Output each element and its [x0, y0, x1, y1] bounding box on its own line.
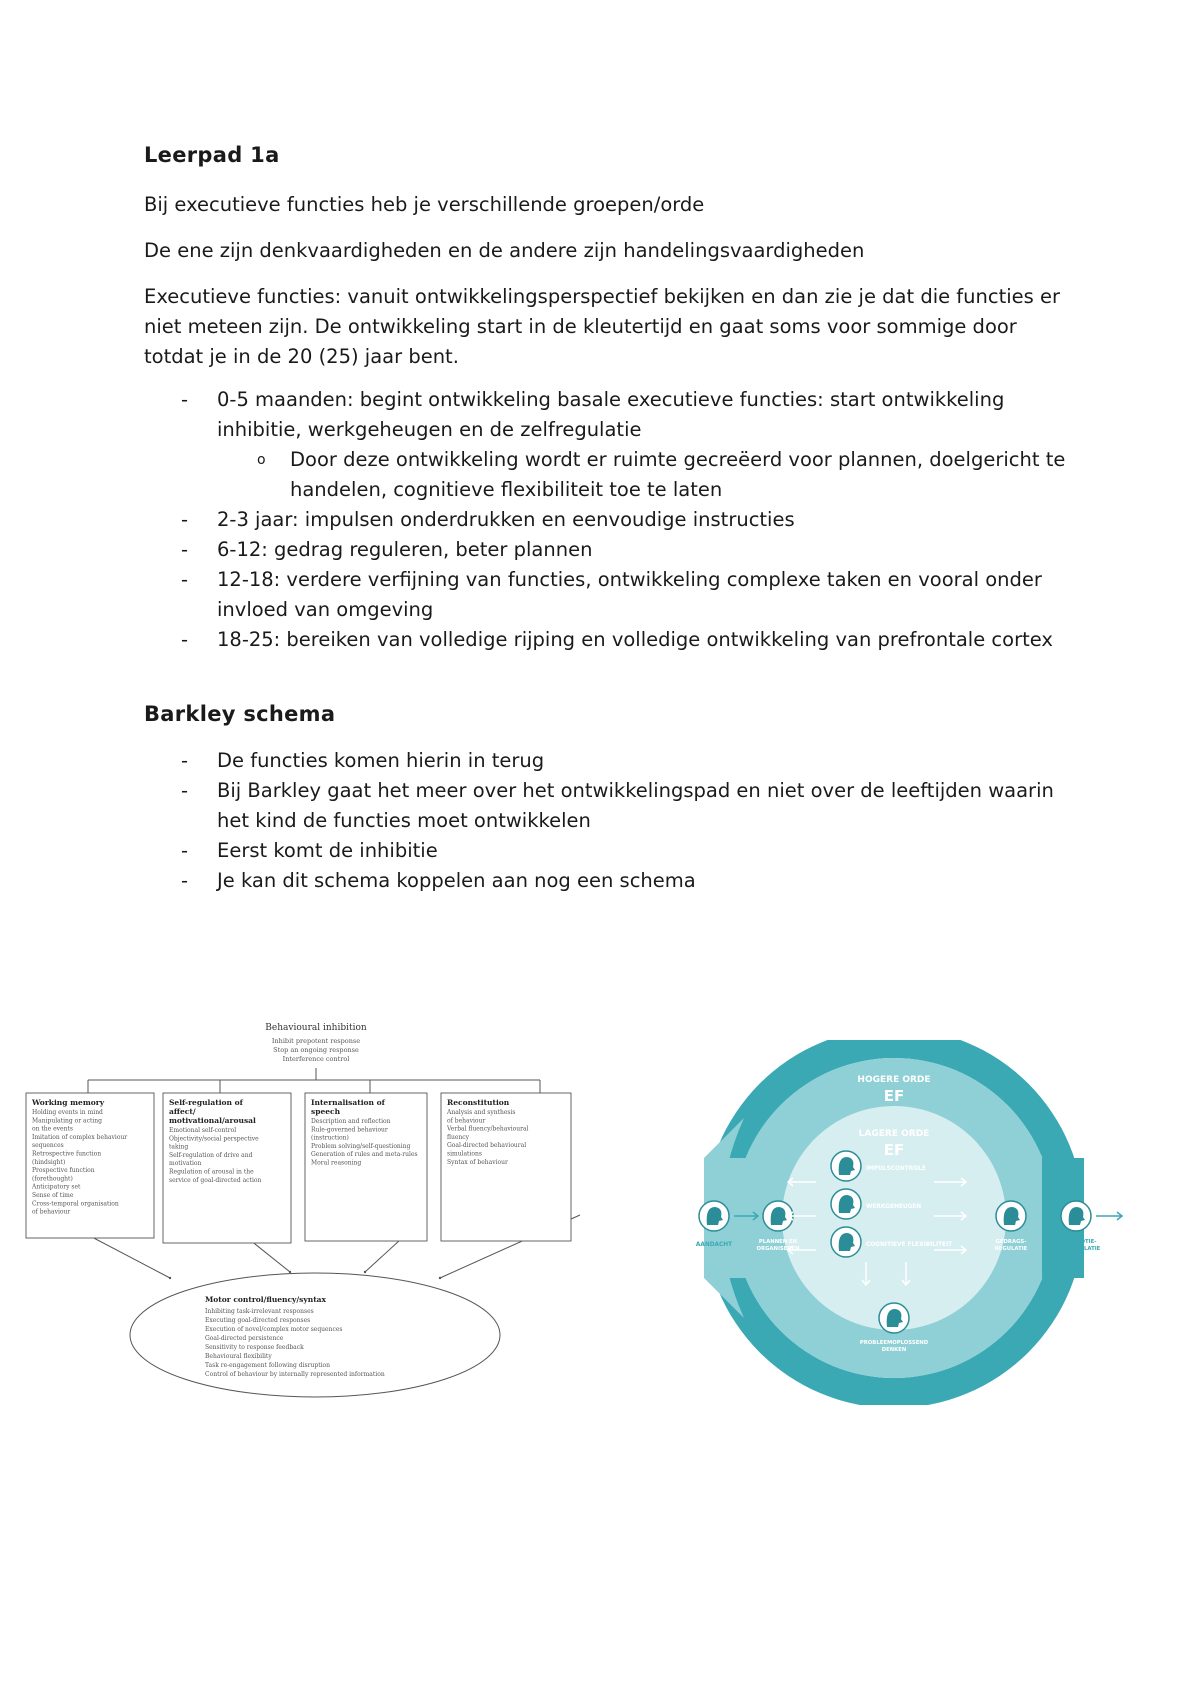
dash-bullet: -: [181, 508, 189, 531]
function-box-line: Anticipatory set: [32, 1183, 81, 1191]
function-box-title: Working memory: [32, 1098, 105, 1107]
dash-bullet: -: [181, 839, 189, 862]
motor-control-line: Sensitivity to response feedback: [205, 1344, 304, 1351]
function-box-line: Problem solving/self-questioning: [311, 1142, 411, 1150]
function-box-line: simulations: [447, 1150, 482, 1158]
inner-ring: [782, 1106, 1006, 1330]
dash-bullet: -: [181, 779, 189, 802]
motor-control-title: Motor control/fluency/syntax: [205, 1295, 326, 1304]
list-item-text: 12-18: verdere verfijning van functies, ontwikkeling complexe taken en vooral onder invloed van omgeving: [217, 568, 1042, 621]
function-box-line: service of goal-directed action: [169, 1176, 262, 1184]
list-item: [144, 625, 1074, 655]
function-box-line: Description and reflection: [311, 1118, 391, 1125]
lower-order-item: IMPULSCONTROLE: [866, 1166, 926, 1172]
list-item: [144, 866, 1074, 896]
paragraph-3: Executieve functies: vanuit ontwikkelingsperspectief bekijken en dan zie je dat die functies er niet meteen zijn. De ontwikkeling start in de kleutertijd en gaat soms voor sommige door totdat je in de 20 (25) jaar bent.: [144, 285, 1061, 368]
motor-control-line: Executing goal-directed responses: [205, 1317, 311, 1324]
function-box-line: Analysis and synthesis: [447, 1109, 516, 1116]
function-box-title: motivational/arousal: [169, 1116, 256, 1125]
ef-wheel-diagram: [666, 1040, 1151, 1405]
list-item-text: Eerst komt de inhibitie: [217, 839, 438, 862]
arrowhead: [169, 1277, 171, 1279]
list-item: [144, 535, 1074, 565]
inner-ef: EF: [883, 1141, 905, 1159]
function-box-line: Emotional self-control: [169, 1127, 237, 1134]
dash-bullet: -: [181, 749, 189, 772]
behavior-regulation-icon: [996, 1201, 1026, 1231]
list-item-text: 2-3 jaar: impulsen onderdrukken en eenvoudige instructies: [217, 508, 795, 531]
function-box-title: Self-regulation of: [169, 1098, 243, 1107]
motor-control-line: Task re-engagement following disruption: [205, 1362, 330, 1369]
function-box-line: of behaviour: [32, 1208, 71, 1216]
function-box-line: Sense of time: [32, 1192, 74, 1199]
list-item-text: Je kan dit schema koppelen aan nog een schema: [217, 869, 696, 892]
function-box-line: Verbal fluency/behavioural: [447, 1125, 529, 1133]
planning-label: PLANNEN EN: [758, 1239, 798, 1245]
function-box-title: speech: [311, 1107, 341, 1116]
inhibition-line: Inhibit prepotent response: [271, 1037, 361, 1045]
attention-label: AANDACHT: [695, 1242, 733, 1248]
paragraph-2: De ene zijn denkvaardigheden en de andere zijn handelingsvaardigheden: [144, 239, 865, 262]
function-box-line: Holding events in mind: [32, 1109, 103, 1116]
function-box-line: Rule-governed behaviour: [311, 1126, 388, 1134]
function-box-line: sequences: [32, 1142, 64, 1150]
motor-control-line: Execution of novel/complex motor sequences: [205, 1326, 343, 1333]
function-box-title: Internalisation of: [311, 1098, 385, 1107]
behavioural-inhibition-title: Behavioural inhibition: [265, 1023, 367, 1033]
function-box-line: motivation: [169, 1160, 202, 1168]
function-box-line: Objectivity/social perspective: [169, 1135, 259, 1143]
problem-solving-label: DENKEN: [881, 1347, 907, 1353]
list-item-text: 0-5 maanden: begint ontwikkeling basale executieve functies: start ontwikkeling inhibitie, werkgeheugen en de zelfregulatie: [217, 388, 1005, 441]
list-item-text: Bij Barkley gaat het meer over het ontwikkelingspad en niet over de leeftijden waarin het kind de functies moet ontwikkelen: [217, 779, 1054, 832]
function-box-line: Manipulating or acting: [32, 1117, 103, 1125]
function-box-title: affect/: [169, 1107, 196, 1116]
dash-bullet: -: [181, 628, 189, 651]
function-box-line: on the events: [32, 1125, 73, 1133]
dash-bullet: -: [181, 869, 189, 892]
function-box-line: Syntax of behaviour: [447, 1158, 508, 1166]
list-item: [144, 836, 1074, 866]
inner-label: LAGERE ORDE: [858, 1129, 930, 1139]
sub-list-item: [217, 445, 1074, 505]
paragraph-1: Bij executieve functies heb je verschillende groepen/orde: [144, 193, 705, 216]
function-box-line: (forethought): [32, 1175, 73, 1183]
planning-label: ORGANISEREN: [756, 1246, 800, 1252]
working-memory-icon: [831, 1189, 861, 1219]
inhibition-line: Stop an ongoing response: [273, 1046, 359, 1054]
function-box-line: Retrospective function: [32, 1150, 102, 1158]
function-box-line: Regulation of arousal in the: [169, 1168, 254, 1176]
function-box-title: Reconstitution: [447, 1098, 510, 1107]
dash-bullet: -: [181, 538, 189, 561]
motor-control-line: Control of behaviour by internally represented information: [205, 1371, 385, 1378]
sub-list-item-text: Door deze ontwikkeling wordt er ruimte gecreëerd voor plannen, doelgericht te handelen, cognitieve flexibiliteit toe te laten: [290, 448, 1066, 501]
inhibition-line: Interference control: [282, 1055, 350, 1063]
dash-bullet: -: [181, 568, 189, 591]
function-box-line: Cross-temporal organisation: [32, 1200, 119, 1208]
motor-control-line: Behavioural flexibility: [205, 1353, 272, 1360]
motor-control-ellipse: [130, 1273, 500, 1397]
circle-bullet: o: [257, 452, 266, 468]
motor-control-line: Goal-directed persistence: [205, 1335, 284, 1342]
list-item: [144, 385, 1074, 505]
arrowhead: [439, 1277, 441, 1279]
list-item-text: 18-25: bereiken van volledige rijping en volledige ontwikkeling van prefrontale cortex: [217, 628, 1053, 651]
list-item: [144, 746, 1074, 776]
emotion-regulation-label: EMOTIE-: [1071, 1239, 1097, 1245]
outer-label: HOGERE ORDE: [857, 1075, 931, 1085]
problem-solving-label: PROBLEEMOPLOSSEND: [859, 1340, 929, 1346]
arrowhead: [364, 1271, 366, 1273]
cognitive-flexibility-icon: [831, 1227, 861, 1257]
function-box-line: Self-regulation of drive and: [169, 1151, 253, 1159]
motor-control-line: Inhibiting task-irrelevant responses: [205, 1308, 314, 1315]
emotion-regulation-icon: [1061, 1201, 1091, 1231]
list-item: [144, 505, 1074, 535]
outer-ef: EF: [883, 1087, 905, 1105]
dash-bullet: -: [181, 388, 189, 411]
behavior-regulation-label: GEDRAGS-: [995, 1239, 1027, 1245]
function-box-line: of behaviour: [447, 1117, 486, 1125]
function-box-line: Generation of rules and meta-rules: [311, 1151, 418, 1159]
heading-leerpad: Leerpad 1a: [144, 143, 280, 167]
impulse-control-icon: [831, 1151, 861, 1181]
behavior-regulation-label: REGULATIE: [994, 1246, 1028, 1252]
function-box-line: fluency: [447, 1133, 470, 1141]
function-box-line: Prospective function: [32, 1167, 95, 1175]
function-box-line: taking: [169, 1143, 189, 1151]
list-item: [144, 776, 1074, 836]
function-box-line: Goal-directed behavioural: [447, 1142, 527, 1150]
emotion-regulation-label: REGULATIE: [1067, 1246, 1101, 1252]
development-list: [144, 385, 1074, 655]
barkley-diagram: [20, 1010, 595, 1405]
list-item: [144, 565, 1074, 625]
problem-solving-icon: [879, 1303, 909, 1333]
sub-list: [217, 445, 1074, 505]
lower-order-item: COGNITIEVE FLEXIBILITEIT: [866, 1242, 953, 1248]
lower-order-item: WERKGEHEUGEN: [866, 1204, 922, 1210]
arrowhead: [289, 1271, 291, 1273]
attention-icon: [699, 1201, 729, 1231]
function-box-line: (instruction): [311, 1134, 349, 1142]
barkley-list: [144, 746, 1074, 896]
heading-barkley: Barkley schema: [144, 702, 336, 726]
list-item-text: 6-12: gedrag reguleren, beter plannen: [217, 538, 593, 561]
flow-arrow: [1096, 1212, 1122, 1220]
function-box-line: Moral reasoning: [311, 1159, 362, 1167]
list-item-text: De functies komen hierin in terug: [217, 749, 545, 772]
function-box-line: (hindsight): [32, 1158, 66, 1166]
function-box-line: Imitation of complex behaviour: [32, 1133, 128, 1141]
